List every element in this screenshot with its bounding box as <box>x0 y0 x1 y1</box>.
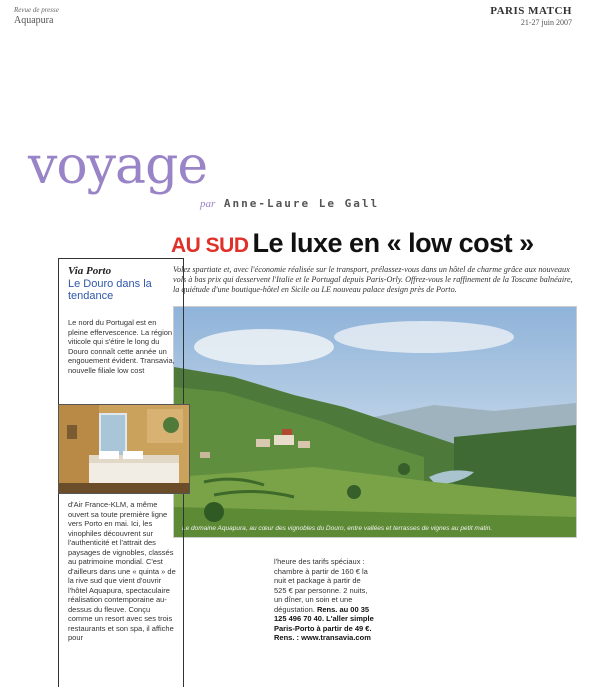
pricing-text: l'heure des tarifs spéciaux : chambre à partir de 160 € la nuit et package à partir de 525 € par personne. 2 nuits, un dîner, un soin et une dégustation. <box>274 557 368 614</box>
sidebar-title: Le Douro dans la tendance <box>68 278 152 302</box>
sidebar-column-2 <box>274 557 374 643</box>
hotel-room-photo <box>58 404 190 494</box>
issue-date: 21-27 juin 2007 <box>520 18 572 27</box>
sidebar-text-2: d'Air France-KLM, a même ouvert sa toute première ligne vers Porto en mai. Ici, les vinophiles découvrent sur l'authenticité et l'attrait des paysages de vignobles, classés au patrimoine mondial. C'est d'ailleurs dans une « quinta » de la rive sud que vient d'ouvrir l'hôtel Aquapura, spectaculaire réalisation contemporaine au-dessus du fleuve. Conçu comme un resort avec ses trois restaurants et son spa, il affiche pour <box>68 500 176 642</box>
douro-valley-photo <box>173 306 577 538</box>
sidebar-text-1: Le nord du Portugal est en pleine effervescence. La région viticole qui s'étire le long du Douro connaît cette année un engouement évident. Transavia, nouvelle filiale low cost <box>68 318 175 375</box>
byline <box>200 197 379 210</box>
website-link[interactable]: www.transavia.com <box>301 633 371 642</box>
contact-info: Rens. au 00 35 125 496 70 40. L'aller simple Paris-Porto à partir de 49 €. Rens. : <box>274 604 374 642</box>
photo-caption: Le domaine Aquapura, au cœur des vignobles du Douro, entre vallées et terrasses de vignes au petit matin. <box>182 525 493 532</box>
section-title: voyage <box>28 136 208 196</box>
sidebar-kicker: Via Porto <box>68 265 112 277</box>
magazine-name: PARIS MATCH <box>490 5 572 17</box>
byline-prefix: par <box>200 198 216 210</box>
header-category: Revue de presse <box>14 6 59 14</box>
headline-kicker: AU SUD <box>171 234 249 257</box>
headline-text: Le luxe en « low cost » <box>252 228 534 258</box>
header-brand: Aquapura <box>14 15 54 26</box>
article-deck: Volez spartiate et, avec l'économie réalisée sur le transport, prélassez-vous dans un hôtel de charme grâce aux nouveaux vols à bas prix qui desservent l'Italie et le Portugal depuis Paris-Orly. Offrez-vous le raffinement de la Toscane balnéaire, la quiétude d'une boutique-hôtel en Sicile ou LE nouveau palace design près de Porto. <box>173 265 573 294</box>
author-name: Anne-Laure Le Gall <box>223 197 380 210</box>
headline <box>171 228 534 259</box>
